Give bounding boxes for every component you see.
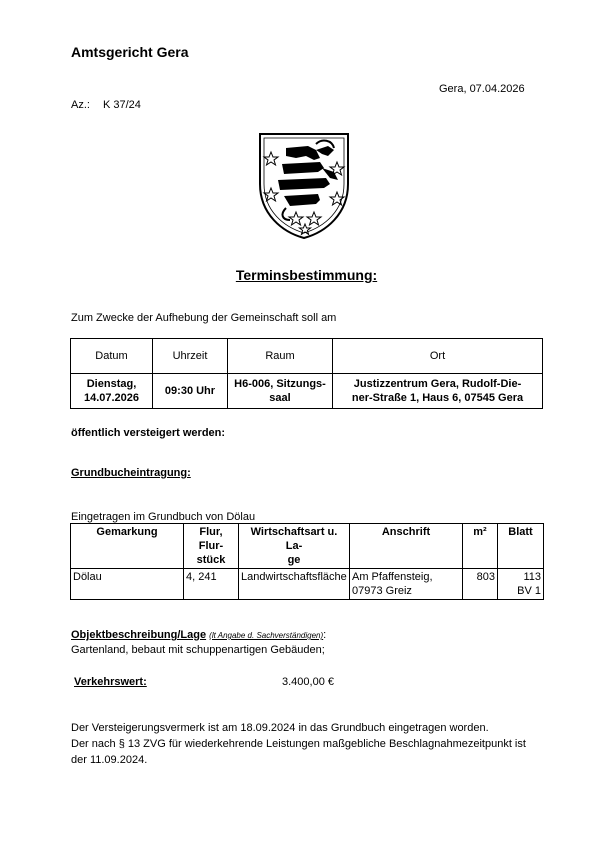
cell-uhrzeit: 09:30 Uhr xyxy=(153,374,228,409)
cell-ort xyxy=(333,374,543,409)
footer-line-2: Der nach § 13 ZVG für wiederkehrende Leistungen maßgebliche Beschlagnahmezeitpunkt ist xyxy=(71,738,526,750)
objekt-note: (lt Angabe d. Sachverständigen) xyxy=(209,631,324,640)
termin-data-row xyxy=(71,374,543,409)
objekt-heading: Objektbeschreibung/Lage xyxy=(71,629,207,641)
objekt-colon: : xyxy=(323,629,327,641)
raum-line2: saal xyxy=(269,392,291,404)
wirtschaft-header-line1: Wirtschaftsart u. La- xyxy=(250,526,338,552)
header-uhrzeit: Uhrzeit xyxy=(153,339,228,374)
anschrift-line2: 07973 Greiz xyxy=(352,585,412,597)
objekt-text: Gartenland, bebaut mit schuppenartigen Gebäuden; xyxy=(71,644,325,656)
grundbuch-intro: Eingetragen im Grundbuch von Dölau xyxy=(71,511,256,523)
coat-of-arms-thuringia xyxy=(256,128,352,240)
az-label: Az.: xyxy=(71,99,90,111)
datum-line1: Dienstag, xyxy=(86,378,137,390)
cell-gemarkung: Dölau xyxy=(71,569,184,600)
place-date: Gera, 07.04.2026 xyxy=(439,83,525,95)
blatt-line1: 113 xyxy=(523,571,541,583)
termin-header-row xyxy=(71,339,543,374)
versteigert-text: öffentlich versteigert werden: xyxy=(71,427,226,439)
header-wirtschaft xyxy=(239,524,350,569)
header-datum: Datum xyxy=(71,339,153,374)
header-gemarkung: Gemarkung xyxy=(71,524,184,569)
grundbuch-data-row xyxy=(71,569,544,600)
verkehrswert-label: Verkehrswert: xyxy=(74,676,147,688)
header-m2: m² xyxy=(463,524,498,569)
cell-datum xyxy=(71,374,153,409)
blatt-line2: BV 1 xyxy=(517,585,541,597)
document-title: Terminsbestimmung: xyxy=(235,267,378,283)
footer-line-1: Der Versteigerungsvermerk ist am 18.09.2024 in das Grundbuch eingetragen worden. xyxy=(71,722,489,734)
grundbuch-table xyxy=(70,523,544,600)
footer-line-3: der 11.09.2024. xyxy=(71,754,148,766)
flur-header-line1: Flur, Flur- xyxy=(198,526,224,552)
flur-header-line2: stück xyxy=(196,554,226,566)
cell-blatt xyxy=(498,569,544,600)
header-flur xyxy=(184,524,239,569)
cell-flur: 4, 241 xyxy=(184,569,239,600)
az-value: K 37/24 xyxy=(103,99,141,111)
grundbuch-header-row xyxy=(71,524,544,569)
header-raum: Raum xyxy=(228,339,333,374)
anschrift-line1: Am Pfaffensteig, xyxy=(352,571,433,583)
datum-line2: 14.07.2026 xyxy=(83,392,140,404)
verkehrswert-value: 3.400,00 € xyxy=(282,676,334,688)
ort-line2: ner-Straße 1, Haus 6, 07545 Gera xyxy=(351,392,524,404)
intro-text: Zum Zwecke der Aufhebung der Gemeinschaft soll am xyxy=(71,312,337,324)
court-name: Amtsgericht Gera xyxy=(71,44,189,60)
objekt-heading-line xyxy=(71,629,326,641)
header-blatt: Blatt xyxy=(498,524,544,569)
header-ort: Ort xyxy=(333,339,543,374)
cell-raum xyxy=(228,374,333,409)
raum-line1: H6-006, Sitzungs- xyxy=(234,378,326,390)
cell-m2: 803 xyxy=(463,569,498,600)
ort-line1: Justizzentrum Gera, Rudolf-Die- xyxy=(353,378,522,390)
termin-table xyxy=(70,338,543,409)
header-anschrift: Anschrift xyxy=(350,524,463,569)
cell-wirtschaft: Landwirtschaftsfläche xyxy=(239,569,350,600)
cell-anschrift xyxy=(350,569,463,600)
grundbuch-heading: Grundbucheintragung: xyxy=(71,467,191,479)
wirtschaft-header-line2: ge xyxy=(287,554,301,566)
